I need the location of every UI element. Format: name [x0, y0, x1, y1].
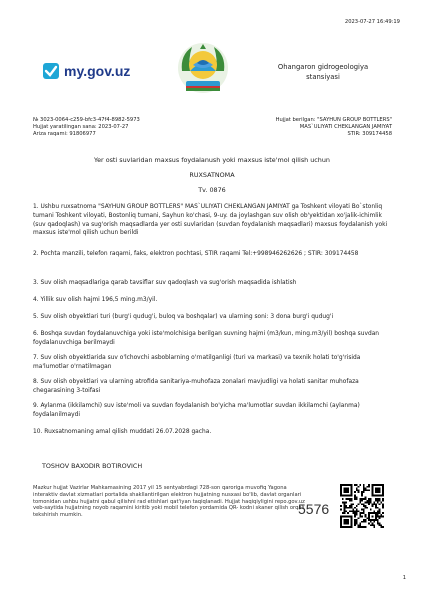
document-meta-right	[276, 117, 392, 138]
document-meta-left	[33, 117, 140, 138]
list-item: 9. Aylanma (ikkilamchi) suv iste'moli va suvdan foydalanish bo'yicha ma'lumotlar suvdan ikkilamchi (aylanma) foydalanilmaydi	[33, 403, 360, 418]
list-item: 8. Suv olish obyektlari va ularning atrofida sanitariya-muhofaza zonalari mavjudligi va holati sanitar muhofaza chegarasining 3-toifasi	[33, 379, 359, 394]
request-number: Ariza raqami: 91806977	[33, 131, 96, 137]
title-line3: Tv. 0876	[198, 186, 226, 194]
my-gov-uz-logo	[42, 61, 134, 83]
list-item: 6. Boshqa suvdan foydalanuvchiga yoki iste'molchisiga berilgan suvning hajmi (m3/kun, ming.m3/yil) boshqa suvdan foydalanuvchiga berilmaydi	[33, 331, 380, 346]
uzbekistan-state-emblem-icon	[176, 41, 230, 97]
verification-code: 5576	[298, 501, 330, 517]
company-stir: STIR: 309174458	[347, 131, 392, 137]
page-number: 1	[402, 575, 406, 581]
footer-notice: Mazkur hujjat Vazirlar Mahkamasining 2017 yil 15 sentyabrdagi 728-son qaroriga muvofiq Yagona interaktiv davlat xizmatlari portalida shakllantirilgan elektron hujjatning nusxasi bo'lib, davlat organlari tomonidan ushbu hujjatni qabul qilishni rad etishlari qat'iyan taqiqlanadi. Hujjat haqiqiyligini repo.gov.uz veb-saytida hujjatning noyob raqamini kiritib yoki mobil telefon yordamida QR- kodni skaner qilish orqali tekshirish mumkin.	[33, 485, 305, 519]
timestamp: 2023-07-27 16:49:19	[344, 19, 400, 25]
qr-code-icon	[340, 484, 384, 528]
org-name-line1: Ohangaron gidrogeologiya	[277, 63, 369, 71]
organization-name	[268, 63, 378, 82]
company-name: MAS`ULIYATI CHEKLANGAN JAMIYAT	[299, 124, 392, 130]
org-name-line2: stansiyasi	[306, 72, 340, 81]
title-line2: RUXSATNOMA	[189, 171, 235, 179]
list-item: 2. Pochta manzili, telefon raqami, faks, elektron pochtasi, STIR raqami Tel:+998946262626 ; STIR: 309174458	[33, 251, 359, 257]
title-line1: Yer osti suvlaridan maxsus foydalanush yoki maxsus iste'mol qilish uchun	[94, 156, 330, 164]
created-date: Hujjat yaratilingan sana: 2023-07-27	[33, 124, 129, 130]
list-item: 10. Ruxsatnomaning amal qilish muddati 26.07.2028 gacha.	[33, 429, 212, 435]
logo-text: my.gov.uz	[64, 63, 131, 79]
document-id: № 3023-0064-c259-bfc3-47f4-8982-5973	[33, 117, 140, 123]
list-item: 1. Ushbu ruxsatnoma "SAYHUN GROUP BOTTLERS" MAS`ULIYATI CHEKLANGAN JAMIYAT ga Toshkent viloyati Bo`stonliq tumani Toshkent viloyati, Bostonliq tumani, Sayhun ko'chasi, 9-uy. da joylashgan suv olish ob'yektidan xo'jalik-ichimlik (suv qadoqlash) va sug'orish maqsadlarda yer osti suvlaridan (suvdan foydalanish maqsadlari) maxsus foydalanish yoki maxsus iste'mol qilish uchun berildi	[33, 204, 388, 237]
document-title	[33, 156, 391, 195]
issued-to: Hujjat berilgan: "SAYHUN GROUP BOTTLERS"	[275, 117, 392, 123]
signatory-name: TOSHOV BAXODIR BOTIROVICH	[42, 462, 143, 470]
my-gov-uz-logo-icon	[42, 62, 60, 80]
list-item: 5. Suv olish obyektlari turi (burg'i qudug'i, buloq va boshqalar) va ularning soni: 3 dona burg'i qudug'i	[33, 314, 334, 320]
list-item: 4. Yillik suv olish hajmi 196,5 ming.m3/yil.	[33, 297, 158, 303]
list-item: 7. Suv olish obyektlarida suv o'lchovchi asboblarning o'rnatilganligi (turi va markasi) va texnik holati to'g'risida ma'lumotlar o'rnatilmagan	[33, 355, 361, 370]
list-item: 3. Suv olish maqsadlariga qarab tavsiflar suv qadoqlash va sug'orish maqsadida ishlatish	[33, 280, 297, 286]
